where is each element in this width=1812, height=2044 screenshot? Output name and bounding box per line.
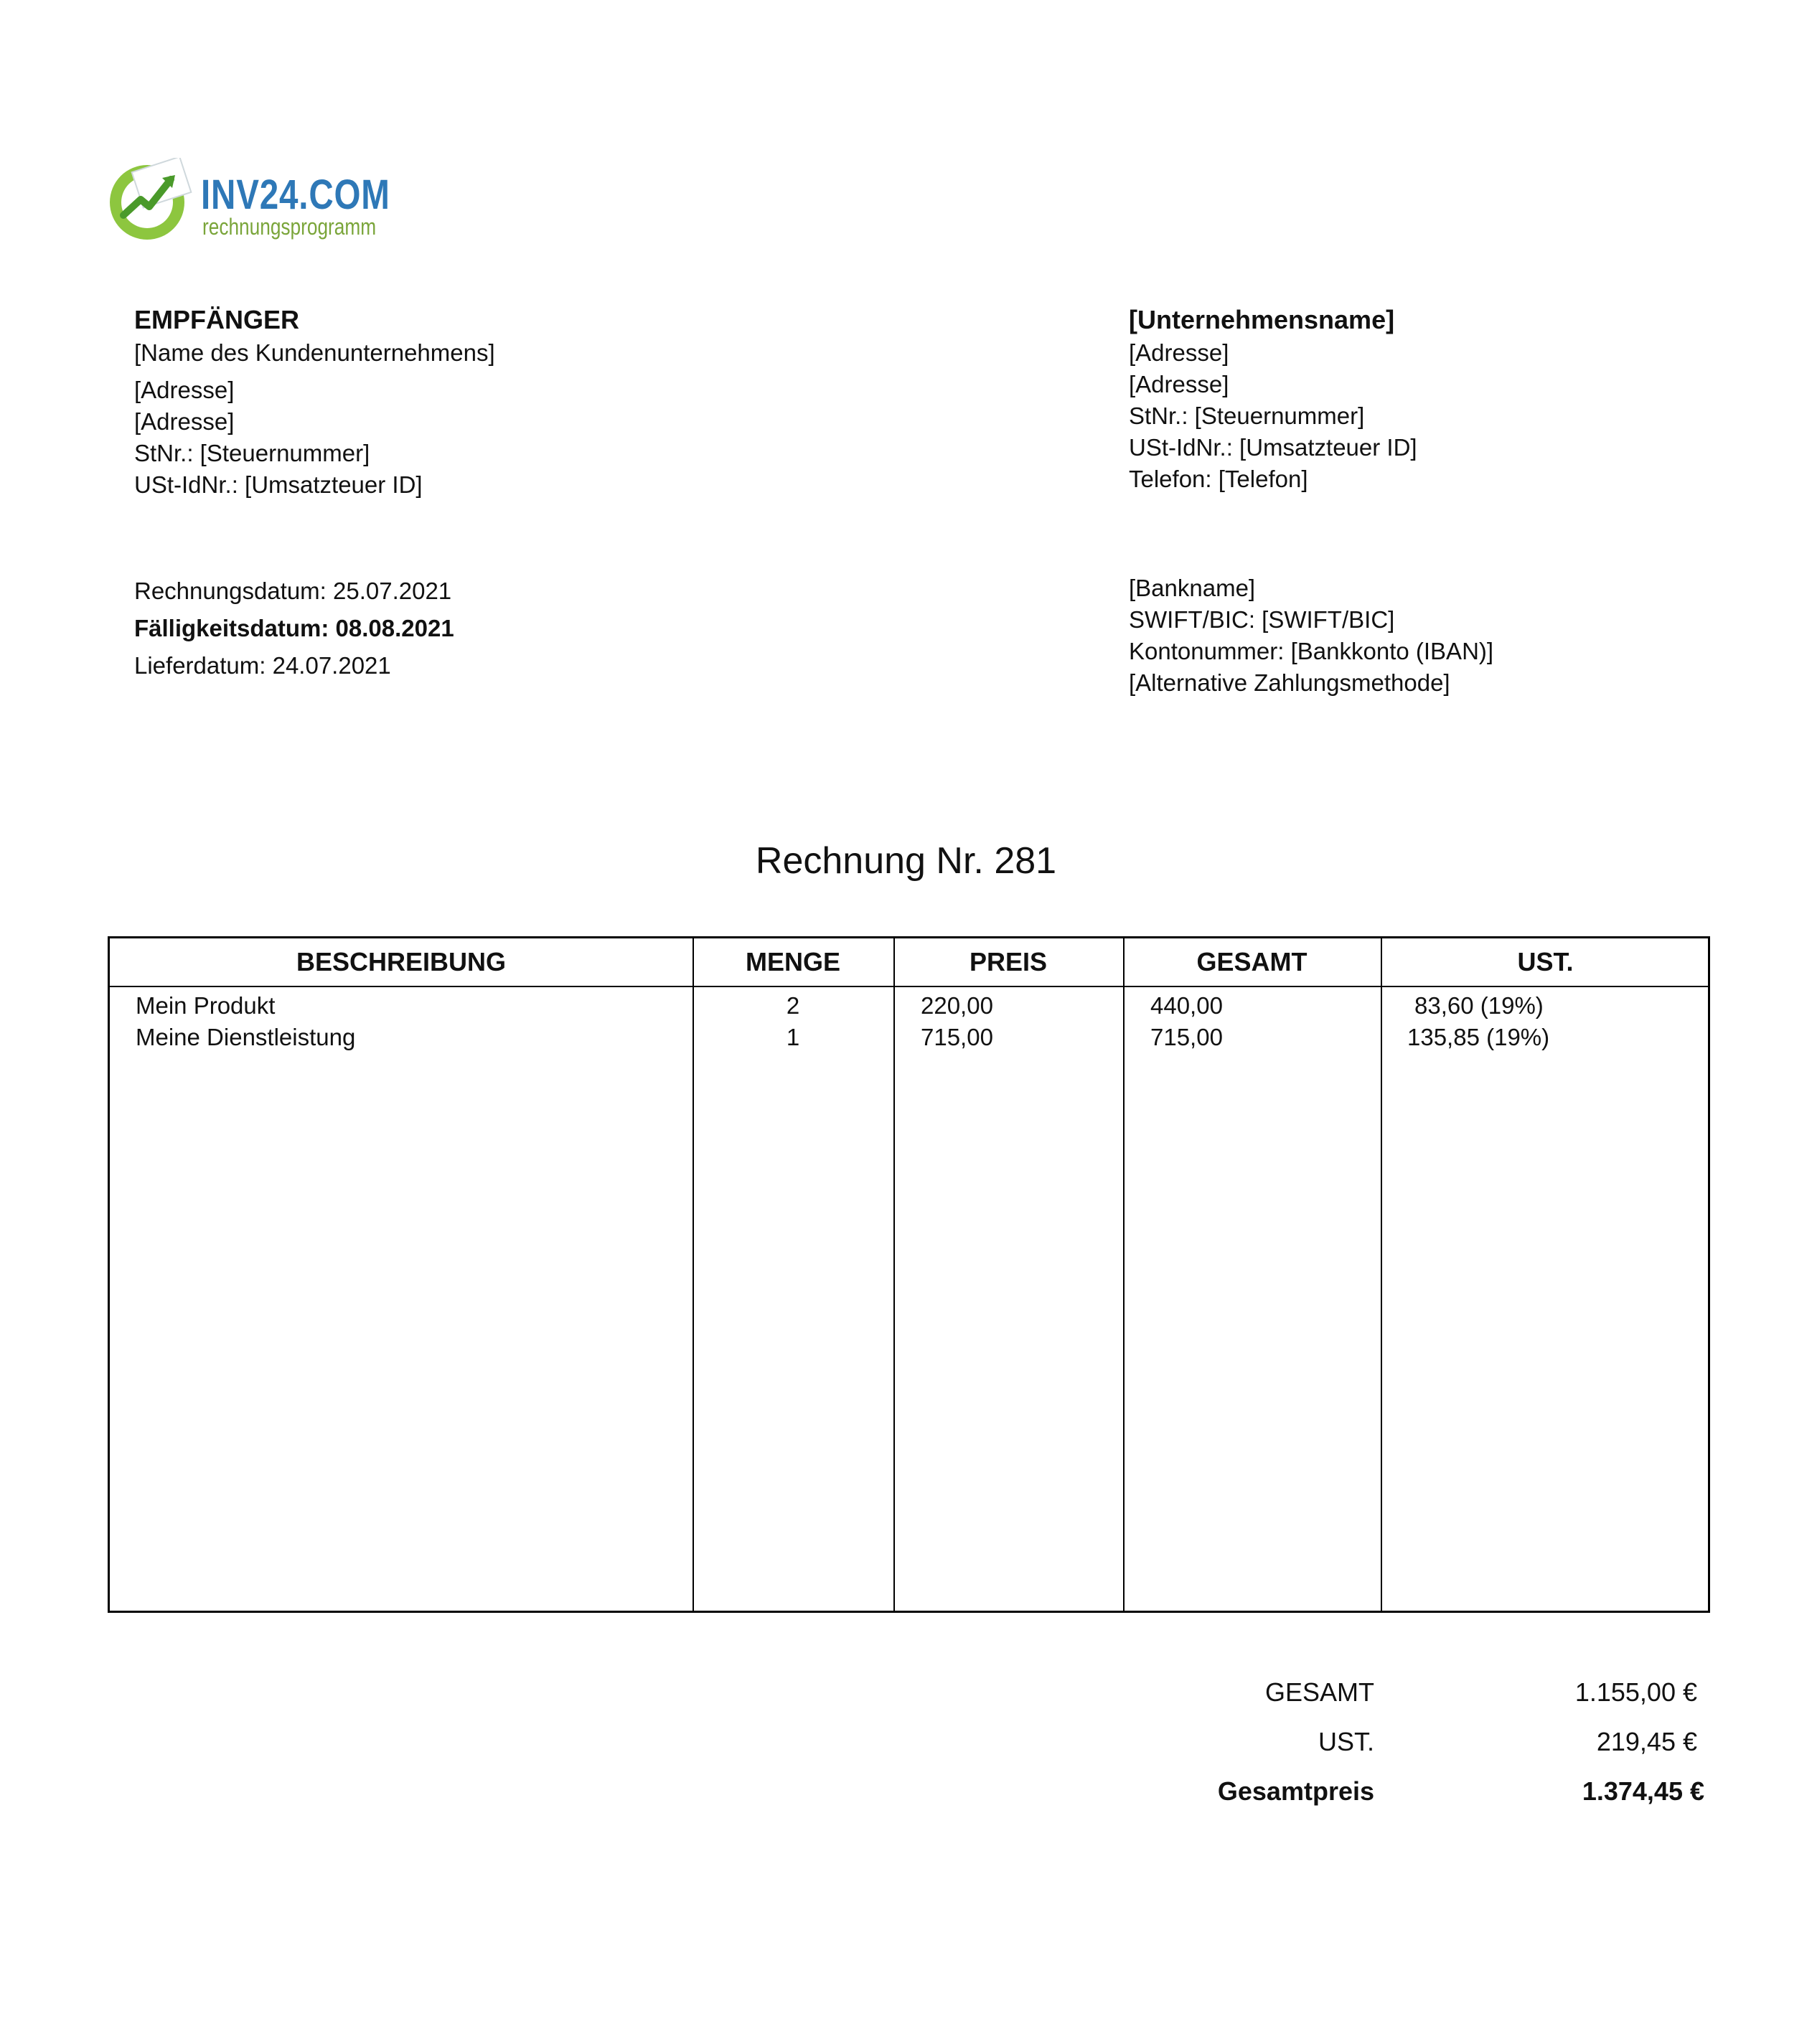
recipient-line: [Name des Kundenunternehmens] [134, 339, 495, 366]
sender-line: [Adresse] [1129, 371, 1229, 397]
net-total-value: 1.155,00 € [1574, 1677, 1697, 1707]
recipient-block [134, 303, 495, 501]
gross-total-label: Gesamtpreis [1217, 1776, 1374, 1806]
column-divider [1381, 938, 1382, 1611]
bank-line: SWIFT/BIC: [SWIFT/BIC] [1129, 606, 1395, 633]
invoice-date: Rechnungsdatum: 25.07.2021 [134, 578, 452, 604]
recipient-line: USt-IdNr.: [Umsatzteuer ID] [134, 471, 423, 498]
cell-total: 715,00 [1150, 1024, 1223, 1050]
header-vat: UST. [1517, 947, 1574, 976]
invoice-title: Rechnung Nr. 281 [755, 840, 1057, 882]
header-price: PREIS [969, 947, 1048, 976]
bank-line: [Alternative Zahlungsmethode] [1129, 669, 1450, 696]
cell-vat: 135,85 (19%) [1407, 1024, 1550, 1050]
delivery-date: Lieferdatum: 24.07.2021 [134, 652, 391, 679]
cell-quantity: 2 [786, 992, 800, 1019]
line-items-table [108, 936, 1710, 1613]
bank-block [1129, 573, 1493, 699]
sender-line: Telefon: [Telefon] [1129, 466, 1308, 492]
column-divider [893, 938, 895, 1611]
cell-quantity: 1 [786, 1024, 800, 1050]
sender-block [1129, 303, 1417, 495]
recipient-line: [Adresse] [134, 377, 235, 403]
column-divider [1123, 938, 1125, 1611]
totals-block [0, 1676, 1812, 1841]
header-divider [110, 986, 1708, 987]
recipient-line: StNr.: [Steuernummer] [134, 440, 370, 466]
company-logo [108, 158, 390, 244]
logo-wordmark: INV24.COM [201, 171, 390, 218]
recipient-heading: EMPFÄNGER [134, 305, 300, 334]
net-total-label: GESAMT [1264, 1677, 1374, 1707]
logo-tagline: rechnungsprogramm [202, 214, 377, 240]
vat-total-label: UST. [1318, 1727, 1374, 1756]
sender-line: StNr.: [Steuernummer] [1129, 402, 1365, 429]
header-total: GESAMT [1196, 947, 1308, 976]
recipient-line: [Adresse] [134, 408, 235, 435]
cell-price: 220,00 [921, 992, 993, 1019]
sender-line: [Adresse] [1129, 339, 1229, 366]
invoice-logo-icon [108, 158, 194, 244]
header-quantity: MENGE [745, 947, 840, 976]
sender-line: USt-IdNr.: [Umsatzteuer ID] [1129, 434, 1417, 461]
cell-description: Meine Dienstleistung [136, 1024, 356, 1050]
cell-price: 715,00 [921, 1024, 993, 1050]
cell-total: 440,00 [1150, 992, 1223, 1019]
cell-description: Mein Produkt [136, 992, 276, 1019]
bank-line: Kontonummer: [Bankkonto (IBAN)] [1129, 638, 1494, 664]
gross-total-value: 1.374,45 € [1582, 1776, 1704, 1806]
header-description: BESCHREIBUNG [296, 947, 507, 976]
dates-block [134, 573, 454, 684]
sender-heading: [Unternehmensname] [1129, 305, 1395, 334]
cell-vat: 83,60 (19%) [1414, 992, 1544, 1019]
vat-total-value: 219,45 € [1596, 1727, 1697, 1756]
due-date: Fälligkeitsdatum: 08.08.2021 [134, 615, 454, 641]
bank-line: [Bankname] [1129, 575, 1256, 601]
